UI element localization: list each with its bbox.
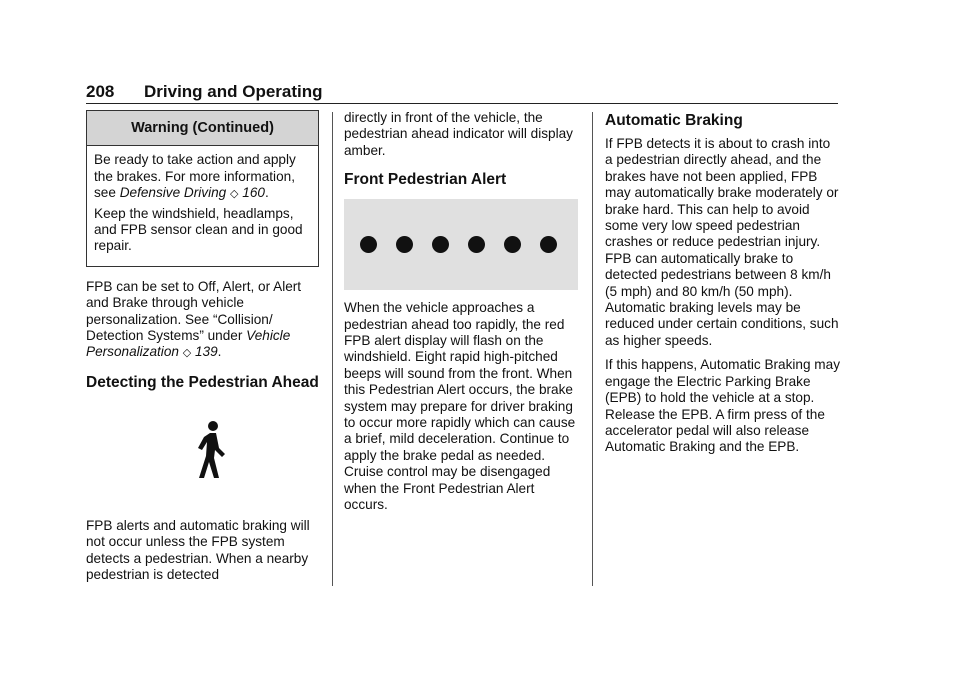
vehicle-personalization-link[interactable]: Vehicle Personalization (86, 328, 291, 360)
warning-title: Warning (Continued) (87, 111, 318, 146)
column-divider-2 (592, 112, 593, 586)
page-ref-160[interactable]: 160 (242, 185, 265, 201)
punctuation: . (217, 344, 222, 360)
settings-text: FPB can be set to Off, Alert, or Alert and Brake through vehicle personalization. See “Collision/ Detection Systems” under (86, 278, 302, 344)
detecting-pedestrian-heading: Detecting the Pedestrian Ahead (86, 373, 319, 391)
section-title: Driving and Operating (144, 82, 323, 101)
column-2 (344, 110, 580, 514)
fpb-alerts-paragraph: FPB alerts and automatic braking will not occur unless the FPB system detects a pedestrian. When a nearby pedestrian is detected (86, 517, 310, 583)
automatic-braking-heading: Automatic Braking (605, 112, 743, 129)
pedestrian-figure (86, 398, 320, 518)
defensive-driving-link[interactable]: Defensive Driving (119, 185, 227, 201)
page-ref-139[interactable]: 139 (194, 344, 218, 360)
alert-dot (504, 236, 521, 253)
settings-paragraph (86, 279, 320, 362)
warning-box (86, 110, 319, 267)
alert-dot (540, 236, 557, 253)
warning-paragraph-1 (94, 152, 311, 202)
warning-text: Be ready to take action and apply the brakes. For more information, see (94, 152, 296, 201)
pedestrian-alert-paragraph: When the vehicle approaches a pedestrian ahead too rapidly, the red FPB alert display will flash on the windshield. Eight rapid high-pitched beeps will sound from the front. When this Pedestrian Alert occurs, the brake system may prepare for driver braking to occur more rapidly which can cause a brief, mild deceleration. Continue to apply the brake pedal as needed. Cruise control may be disengaged when the Front Pedestrian Alert occurs. (344, 300, 576, 513)
amber-indicator-paragraph: directly in front of the vehicle, the pedestrian ahead indicator will display amber. (344, 110, 573, 158)
page-header (86, 82, 838, 104)
page-number: 208 (86, 82, 115, 101)
punctuation: . (264, 185, 269, 201)
warning-paragraph-2: Keep the windshield, headlamps, and FPB sensor clean and in good repair. (94, 205, 303, 254)
alert-display-figure (344, 199, 578, 290)
page-ref-icon: ◇ (182, 347, 192, 360)
alert-dot (468, 236, 485, 253)
column-3 (605, 110, 841, 456)
page-ref-icon: ◇ (230, 188, 239, 201)
pedestrian-icon (192, 420, 228, 480)
alert-dot (432, 236, 449, 253)
warning-body (87, 146, 318, 265)
automatic-braking-paragraph-1: If FPB detects it is about to crash into a pedestrian directly ahead, and the brakes have not been applied, FPB may automatically brake moderately or brake hard. This can help to avoid some very low speed pedestrian crashes or reduce pedestrian injury. FPB can automatically brake to detected pedestrians between 8 km/h (5 mph) and 80 km/h (50 mph). Automatic braking levels may be reduced under certain conditions, such as higher speeds. (605, 136, 839, 348)
front-pedestrian-alert-heading: Front Pedestrian Alert (344, 171, 507, 189)
column-1 (86, 110, 320, 584)
automatic-braking-paragraph-2: If this happens, Automatic Braking may engage the Electric Parking Brake (EPB) to hold the vehicle at a stop. Release the EPB. A firm press of the accelerator pedal will also release Automatic Braking and the EPB. (605, 357, 840, 455)
column-divider-1 (332, 112, 333, 586)
alert-dot (396, 236, 413, 253)
alert-dot (360, 236, 377, 253)
